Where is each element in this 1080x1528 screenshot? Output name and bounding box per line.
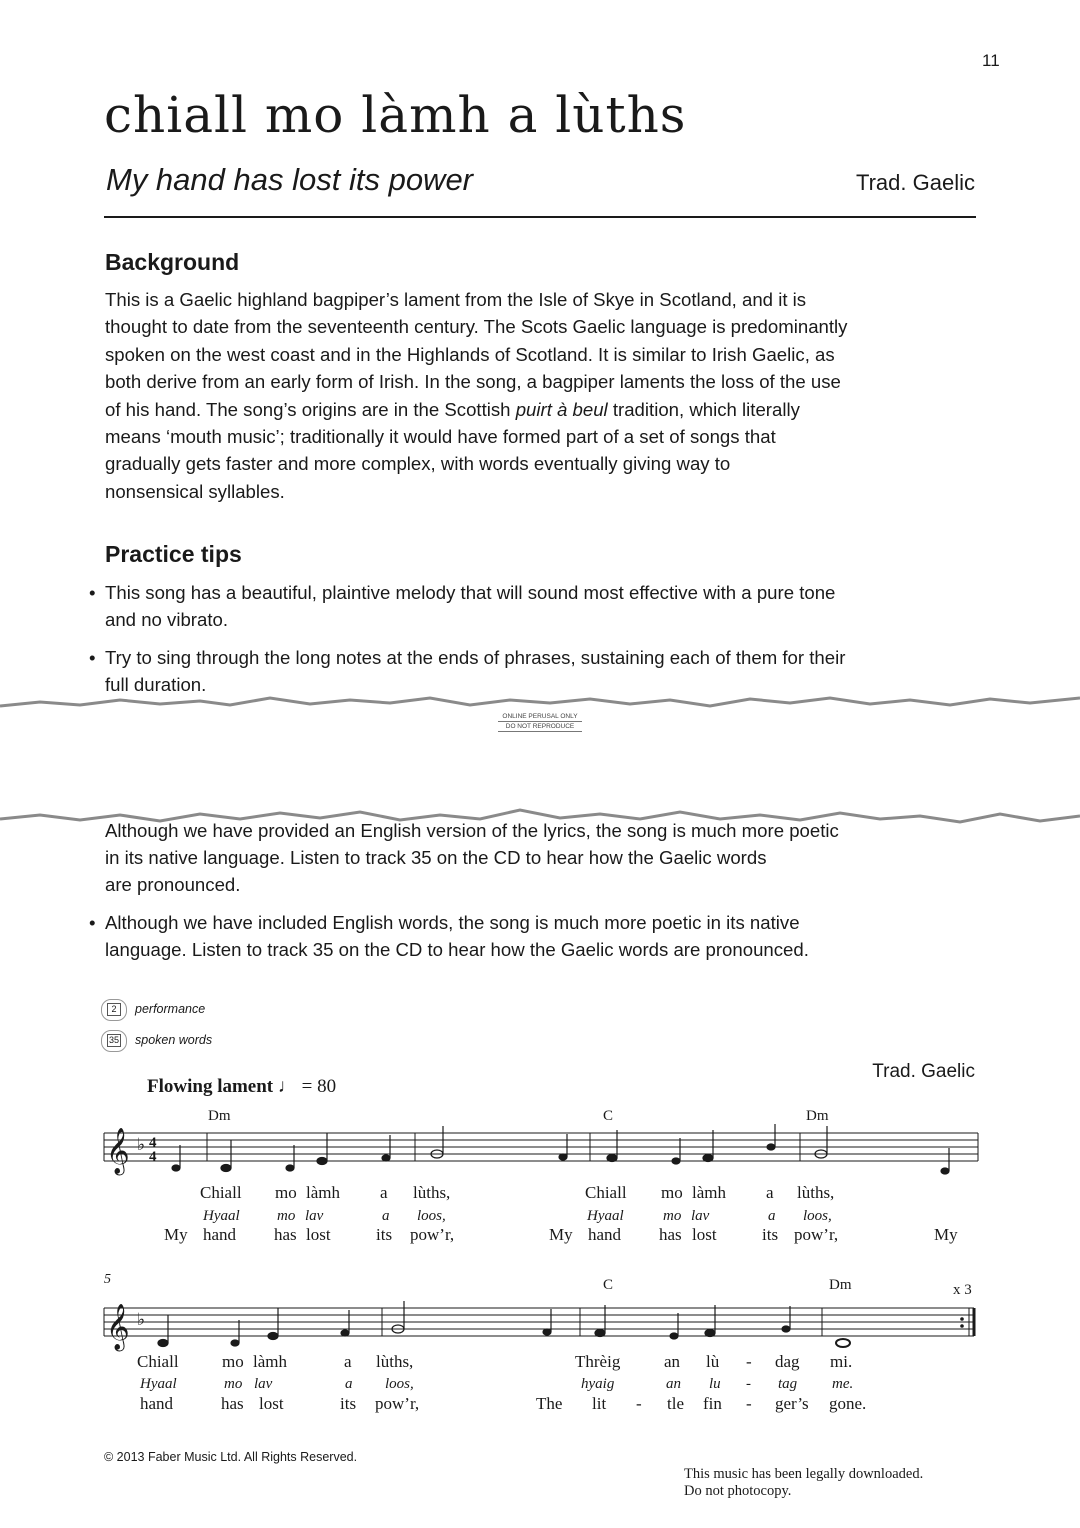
- svg-text:dag: dag: [775, 1352, 800, 1371]
- svg-text:loos,: loos,: [803, 1208, 832, 1224]
- svg-text:Chiall: Chiall: [200, 1183, 242, 1202]
- cd-track-spoken: 35 spoken words: [135, 1033, 212, 1047]
- song-subtitle: My hand has lost its power: [106, 162, 474, 197]
- svg-text:mo: mo: [222, 1352, 244, 1371]
- time-sig-bottom: 4: [149, 1149, 157, 1165]
- svg-text:lùths,: lùths,: [797, 1183, 835, 1202]
- background-line: both derive from an early form of Irish. In the song, a bagpiper laments the loss of the use: [105, 371, 841, 393]
- cd-track-icon: 2: [101, 999, 127, 1021]
- svg-text:loos,: loos,: [385, 1376, 414, 1392]
- puirt-a-beul-term: puirt à beul: [515, 398, 608, 420]
- online-perusal-watermark: ONLINE PERUSAL ONLY DO NOT REPRODUCE: [492, 712, 588, 732]
- svg-text:-: -: [746, 1376, 751, 1392]
- lyrics-english-1: [164, 1225, 958, 1244]
- svg-text:pow’r,: pow’r,: [794, 1225, 839, 1244]
- background-line: spoken on the west coast and in the Highlands of Scotland. It is similar to Irish Gaelic, as: [105, 343, 835, 365]
- svg-text:has: has: [274, 1225, 297, 1244]
- repeat-dot: [960, 1324, 964, 1328]
- svg-text:a: a: [380, 1183, 388, 1202]
- measure-number: 5: [104, 1272, 111, 1287]
- bullet-icon: •: [89, 582, 96, 603]
- practice-heading: Practice tips: [105, 541, 242, 567]
- svg-text:ger’s: ger’s: [775, 1394, 809, 1413]
- svg-text:-: -: [746, 1352, 752, 1371]
- copyright-notice: © 2013 Faber Music Ltd. All Rights Reserved.: [104, 1450, 358, 1464]
- flat-icon: ♭: [137, 1135, 146, 1154]
- svg-text:has: has: [659, 1225, 682, 1244]
- repeat-count: x 3: [953, 1282, 972, 1298]
- background-line: thought to date from the seventeenth century. The Scots Gaelic language is predominantly: [105, 316, 848, 338]
- svg-text:hyaig: hyaig: [581, 1376, 615, 1392]
- svg-text:lost: lost: [692, 1225, 717, 1244]
- practice-tip: • Try to sing through the long notes at the ends of phrases, sustaining each of them for their full duration.: [105, 644, 985, 698]
- background-line: means ‘mouth music’; traditionally it would have formed part of a set of songs that: [105, 426, 776, 448]
- lyrics-pronunciation-1: [202, 1208, 832, 1224]
- svg-text:a: a: [766, 1183, 774, 1202]
- svg-text:mo: mo: [275, 1183, 297, 1202]
- svg-text:làmh: làmh: [306, 1183, 340, 1202]
- practice-tip-partial: Although we have provided an English version of the lyrics, the song is much more poetic in its native language. Listen to track 35 on the CD to hear how the Gaelic words are pronounced.: [105, 820, 839, 895]
- flat-icon: ♭: [137, 1310, 146, 1329]
- svg-text:làmh: làmh: [253, 1352, 287, 1371]
- page-number: 11: [982, 51, 1000, 70]
- svg-text:pow’r,: pow’r,: [375, 1394, 420, 1413]
- svg-text:an: an: [664, 1352, 681, 1371]
- svg-text:an: an: [666, 1376, 681, 1392]
- tempo-marking: Flowing lament ♩ = 80: [147, 1076, 337, 1097]
- repeat-dot: [960, 1317, 964, 1321]
- svg-text:lù: lù: [706, 1352, 720, 1371]
- lyrics-gaelic-1: [200, 1183, 834, 1202]
- svg-text:its: its: [376, 1225, 393, 1244]
- svg-text:lost: lost: [259, 1394, 284, 1413]
- svg-text:My: My: [164, 1225, 188, 1244]
- treble-clef-icon: 𝄞: [106, 1128, 130, 1173]
- bullet-icon: •: [89, 912, 96, 933]
- svg-text:lav: lav: [254, 1376, 273, 1392]
- svg-text:Chiall: Chiall: [137, 1352, 179, 1371]
- practice-tip: • This song has a beautiful, plaintive melody that will sound most effective with a pure tone and no vibrato.: [105, 579, 985, 633]
- svg-text:My: My: [934, 1225, 958, 1244]
- svg-text:Hyaal: Hyaal: [140, 1376, 177, 1392]
- chord-symbol: Dm: [208, 1108, 231, 1124]
- svg-text:mi.: mi.: [830, 1352, 853, 1371]
- svg-text:My: My: [549, 1225, 573, 1244]
- svg-text:lav: lav: [305, 1208, 324, 1224]
- background-line: This is a Gaelic highland bagpiper’s lament from the Isle of Skye in Scotland, and it is: [105, 289, 807, 310]
- svg-text:mo: mo: [224, 1376, 243, 1392]
- treble-clef-icon: 𝄞: [106, 1304, 130, 1349]
- svg-text:mo: mo: [663, 1208, 682, 1224]
- svg-text:mo: mo: [277, 1208, 296, 1224]
- chord-symbol: C: [603, 1277, 614, 1293]
- background-line: of his hand. The song’s origins are in the Scottish puirt à beul tradition, which literally: [105, 398, 800, 420]
- svg-text:fin: fin: [703, 1394, 722, 1413]
- chord-symbol: Dm: [806, 1108, 829, 1124]
- svg-text:tag: tag: [778, 1376, 798, 1392]
- lyrics-english-2: [140, 1394, 866, 1413]
- background-line: gradually gets faster and more complex, with words eventually giving way to: [105, 453, 731, 475]
- bullet-icon: •: [89, 647, 96, 668]
- svg-text:Chiall: Chiall: [585, 1183, 627, 1202]
- staff-system-1: [104, 1133, 978, 1161]
- lyrics-pronunciation-2: [139, 1376, 853, 1392]
- svg-text:lùths,: lùths,: [376, 1352, 414, 1371]
- svg-text:Thrèig: Thrèig: [575, 1352, 621, 1371]
- cd-track-performance: 2 performance: [135, 1002, 205, 1016]
- svg-text:The: The: [536, 1394, 563, 1413]
- svg-text:mo: mo: [661, 1183, 683, 1202]
- legal-download-notice: This music has been legally downloaded. Do not photocopy.: [684, 1466, 924, 1499]
- lyrics-gaelic-2: [137, 1352, 852, 1371]
- svg-text:pow’r,: pow’r,: [410, 1225, 455, 1244]
- svg-text:has: has: [221, 1394, 244, 1413]
- background-line: nonsensical syllables.: [105, 480, 285, 502]
- background-heading: Background: [105, 249, 240, 275]
- cd-track-icon: 35: [101, 1030, 127, 1052]
- svg-text:hand: hand: [588, 1225, 622, 1244]
- svg-text:Hyaal: Hyaal: [203, 1208, 240, 1224]
- svg-text:gone.: gone.: [829, 1394, 867, 1413]
- svg-text:-: -: [636, 1394, 642, 1413]
- svg-text:its: its: [340, 1394, 357, 1413]
- svg-text:loos,: loos,: [417, 1208, 446, 1224]
- score-composer-credit: Trad. Gaelic: [872, 1061, 975, 1082]
- svg-text:hand: hand: [140, 1394, 174, 1413]
- svg-text:tle: tle: [667, 1394, 684, 1413]
- staff-system-2: [104, 1308, 974, 1336]
- svg-text:a: a: [344, 1352, 352, 1371]
- svg-text:lùths,: lùths,: [413, 1183, 451, 1202]
- practice-tip: • Although we have included English words, the song is much more poetic in its native language. Listen to track 35 on the CD to hear how the Gaelic words are pronounced.: [105, 909, 985, 963]
- svg-text:a: a: [345, 1376, 353, 1392]
- chord-symbol: C: [603, 1108, 614, 1124]
- svg-text:-: -: [746, 1394, 752, 1413]
- svg-text:làmh: làmh: [692, 1183, 726, 1202]
- svg-text:hand: hand: [203, 1225, 237, 1244]
- quarter-note-icon: ♩: [277, 1076, 297, 1097]
- svg-text:me.: me.: [832, 1376, 854, 1392]
- song-title: chiall mo làmh a lùths: [104, 86, 687, 144]
- svg-text:its: its: [762, 1225, 779, 1244]
- time-sig-top: 4: [149, 1135, 157, 1151]
- notes-system-1: [172, 1124, 949, 1174]
- svg-text:a: a: [768, 1208, 776, 1224]
- svg-text:Hyaal: Hyaal: [587, 1208, 624, 1224]
- composer-credit: Trad. Gaelic: [855, 170, 975, 195]
- chord-symbol: Dm: [829, 1277, 852, 1293]
- svg-text:lost: lost: [306, 1225, 331, 1244]
- svg-text:lit: lit: [592, 1394, 607, 1413]
- svg-text:a: a: [382, 1208, 390, 1224]
- svg-text:lav: lav: [691, 1208, 710, 1224]
- svg-text:lu: lu: [709, 1376, 721, 1392]
